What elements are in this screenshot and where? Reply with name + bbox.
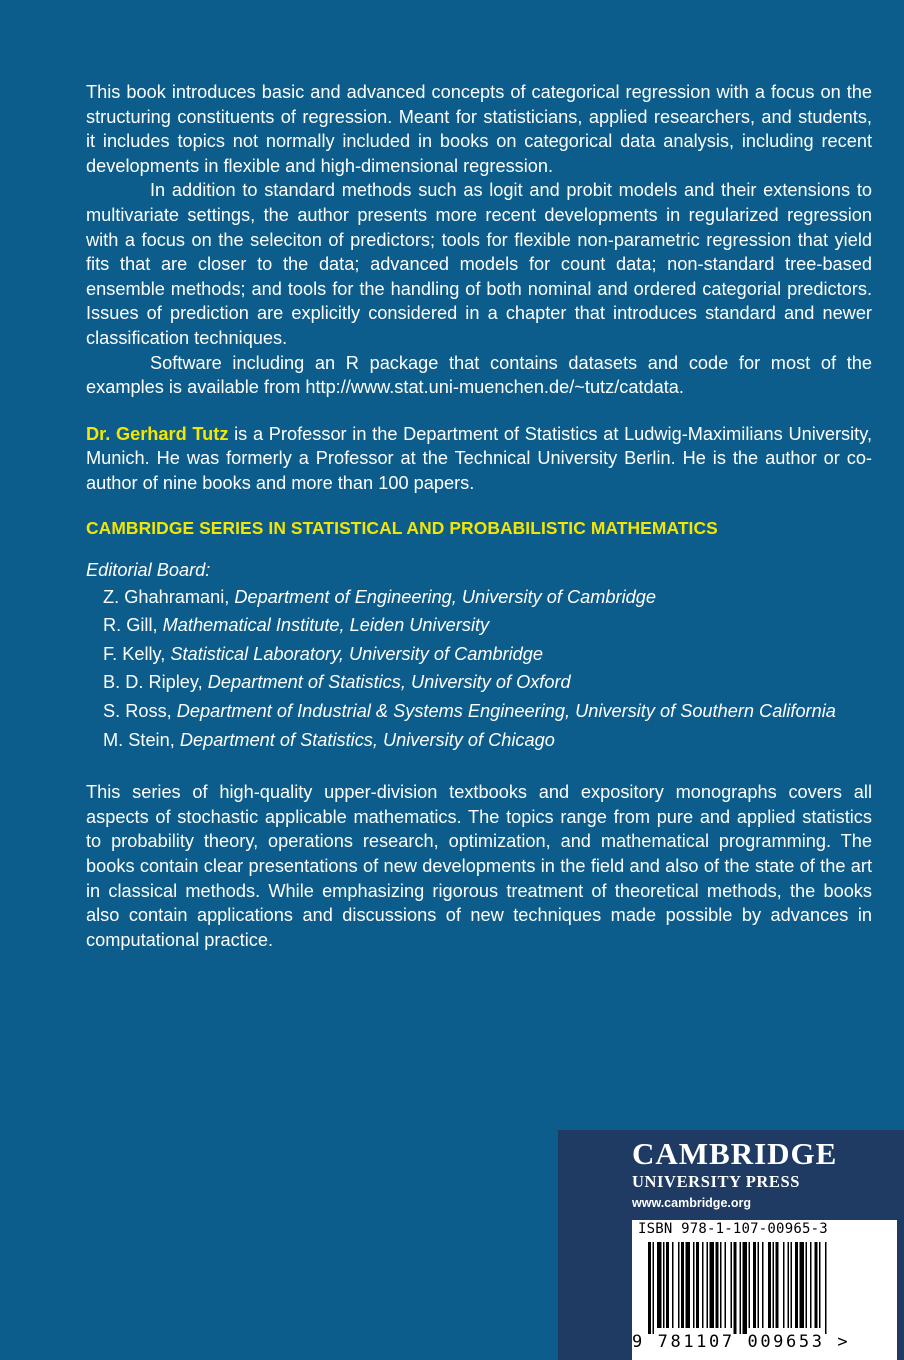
barcode-bar: [653, 1242, 655, 1334]
author-name: Dr. Gerhard Tutz: [86, 423, 229, 444]
barcode-panel: [632, 1220, 897, 1360]
barcode-bar: [663, 1242, 665, 1328]
barcode-bar: [749, 1242, 751, 1328]
barcode-bar: [800, 1242, 805, 1328]
barcode-bar: [806, 1242, 808, 1328]
board-member: [103, 670, 872, 695]
barcode-bar: [707, 1242, 709, 1328]
series-description: This series of high-quality upper-division textbooks and expository monographs covers all aspects of stochastic applicable mathematics. The topics range from pure and applied statistics to probability theory, operations research, optimization, and mathematical programming. The books contain clear presentations of new developments in the field and also of the state of the art in classical methods. While emphasizing rigorous treatment of theoretical methods, the books also contain applications and discussions of new techniques made possible by advances in computational practice.: [86, 782, 872, 950]
board-member-affiliation: Department of Statistics, University of Oxford: [207, 672, 571, 693]
barcode-bar: [788, 1242, 790, 1328]
barcode-bar: [720, 1242, 722, 1328]
barcode-digits: 9 781107 009653 >: [632, 1332, 851, 1352]
board-member: [103, 642, 872, 667]
barcode-bar: [815, 1242, 818, 1328]
barcode-bar: [783, 1242, 785, 1328]
barcode-bar: [731, 1242, 733, 1328]
author-bio-text: is a Professor in the Department of Statistics at Ludwig-Maximilians University, Munich. He was formerly a Professor at the Technical University Berlin. He is the author or co-author of nine books and more than 100 papers.: [86, 423, 872, 493]
barcode-bar: [810, 1242, 812, 1328]
back-cover-text: [86, 80, 872, 952]
barcode-bar: [762, 1242, 764, 1328]
barcode-bar: [702, 1242, 704, 1328]
board-member-name: R. Gill,: [103, 615, 163, 636]
barcode-bar: [753, 1242, 756, 1328]
barcode-bar: [768, 1242, 771, 1328]
barcode-bar: [758, 1242, 760, 1328]
barcode-bar: [743, 1242, 748, 1334]
isbn-label: ISBN 978-1-107-00965-3: [638, 1221, 828, 1237]
barcode-bar: [696, 1242, 699, 1328]
barcode-bar: [716, 1242, 719, 1328]
board-member-affiliation: Department of Industrial & Systems Engineering, University of Southern California: [176, 701, 836, 722]
board-member-name: Z. Ghahramani,: [103, 586, 235, 607]
board-member-name: F. Kelly,: [103, 643, 171, 664]
barcode-bar: [776, 1242, 779, 1328]
board-member-affiliation: Mathematical Institute, Leiden University: [162, 615, 490, 636]
board-member-name: B. D. Ripley,: [103, 672, 208, 693]
barcode-bar: [686, 1242, 691, 1328]
board-member-affiliation: Department of Engineering, University of Cambridge: [234, 586, 656, 607]
board-member-affiliation: Department of Statistics, University of Chicago: [179, 729, 555, 750]
barcode-bar: [666, 1242, 669, 1328]
board-member-affiliation: Statistical Laboratory, University of Cambridge: [170, 643, 544, 664]
barcode-bar: [678, 1242, 680, 1328]
editorial-board-list: [103, 585, 872, 753]
blurb-paragraph-2: In addition to standard methods such as logit and probit models and their extensions to multivariate settings, the author presents more recent developments in regularized regression with a focus on the seleciton of predictors; tools for flexible non-parametric regression that yield fits that are closer to the data; advanced models for count data; non-standard tree-based ensemble methods; and tools for the handling of both nominal and ordered categorial predictors. Issues of prediction are explicitly considered in a chapter that introduces standard and newer classification techniques.: [86, 180, 872, 348]
publisher-logo-name: CAMBRIDGE: [632, 1136, 838, 1171]
barcode-bar: [710, 1242, 715, 1328]
board-member: [103, 699, 872, 724]
barcode-bar: [693, 1242, 695, 1328]
board-member: [103, 585, 872, 610]
barcode-icon: [648, 1242, 882, 1334]
barcode-bar: [791, 1242, 793, 1328]
board-member-name: M. Stein,: [103, 729, 180, 750]
author-bio: [86, 422, 872, 496]
board-member: [103, 613, 872, 638]
barcode-bar: [734, 1242, 737, 1334]
board-member: [103, 728, 872, 753]
barcode-bar: [740, 1242, 742, 1334]
barcode-bar: [657, 1242, 662, 1328]
barcode-bar: [773, 1242, 775, 1328]
publisher-logo-press: UNIVERSITY PRESS: [632, 1172, 801, 1191]
barcode-bar: [795, 1242, 798, 1328]
publisher-panel: [558, 1130, 904, 1360]
barcode-bar: [681, 1242, 684, 1328]
blurb-paragraph-1: This book introduces basic and advanced concepts of categorical regression with a focus on the structuring constituents of regression. Meant for statisticians, applied researchers, and students, it includes topics not normally included in books on categorical data analysis, including recent developments in flexible and high-dimensional regression.: [86, 82, 872, 176]
barcode-bar: [819, 1242, 821, 1328]
barcode-bar: [648, 1242, 651, 1334]
board-member-name: S. Ross,: [103, 701, 177, 722]
barcode-bar: [725, 1242, 727, 1328]
blurb-paragraph-3: Software including an R package that contains datasets and code for most of the examples is available from http://www.stat.uni-muenchen.de/~tutz/catdata.: [86, 352, 872, 398]
series-title: CAMBRIDGE SERIES IN STATISTICAL AND PROBABILISTIC MATHEMATICS: [86, 517, 718, 538]
barcode-bar: [672, 1242, 674, 1328]
editorial-board-heading: Editorial Board:: [86, 560, 211, 581]
barcode-bar: [825, 1242, 827, 1334]
publisher-url: www.cambridge.org: [632, 1196, 752, 1210]
